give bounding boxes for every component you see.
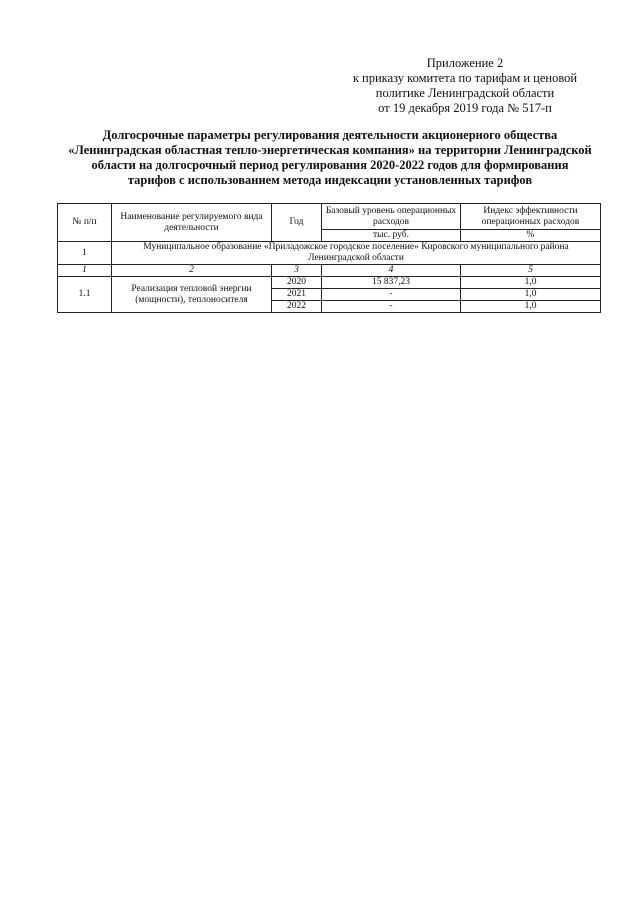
header-year: Год xyxy=(272,204,322,242)
row-base-value: 15 837,23 xyxy=(322,277,461,289)
row-year: 2021 xyxy=(272,289,322,301)
document-title xyxy=(40,128,620,188)
table-row xyxy=(58,277,601,289)
row-base-value: - xyxy=(322,289,461,301)
column-number: 4 xyxy=(322,265,461,277)
header-activity: Наименование регулируемого вида деятельности xyxy=(112,204,272,242)
column-number: 3 xyxy=(272,265,322,277)
row-index-value: 1,0 xyxy=(461,289,601,301)
municipality-num: 1 xyxy=(58,242,112,265)
column-number-row xyxy=(58,265,601,277)
column-number: 1 xyxy=(58,265,112,277)
row-year: 2020 xyxy=(272,277,322,289)
appendix-order-line: к приказу комитета по тарифам и ценовой xyxy=(352,71,578,85)
unit-base: тыс. руб. xyxy=(322,230,461,242)
table-header-row xyxy=(58,204,601,230)
title-line: Долгосрочные параметры регулирования деятельности акционерного общества xyxy=(102,128,558,142)
header-num: № п/п xyxy=(58,204,112,242)
title-line: области на долгосрочный период регулирования 2020-2022 годов для формирования xyxy=(91,158,569,172)
appendix-order-line: политике Ленинградской области xyxy=(375,86,555,100)
header-efficiency-index: Индекс эффективности операционных расходов xyxy=(461,204,601,230)
row-num: 1.1 xyxy=(58,277,112,313)
municipality-name: Муниципальное образование «Приладожское городское поселение» Кировского муниципального района Ленинградской области xyxy=(112,242,601,265)
unit-index: % xyxy=(461,230,601,242)
header-base-expenses: Базовый уровень операционных расходов xyxy=(322,204,461,230)
row-index-value: 1,0 xyxy=(461,277,601,289)
title-line: тарифов с использованием метода индексации установленных тарифов xyxy=(127,173,533,187)
title-line: «Ленинградская областная тепло-энергетическая компания» на территории Ленинградской xyxy=(68,143,592,157)
municipality-row xyxy=(58,242,601,265)
row-year: 2022 xyxy=(272,301,322,313)
column-number: 5 xyxy=(461,265,601,277)
parameters-table xyxy=(57,203,601,313)
appendix-header xyxy=(330,56,600,116)
appendix-order-date: от 19 декабря 2019 года № 517-п xyxy=(378,101,552,115)
column-number: 2 xyxy=(112,265,272,277)
row-base-value: - xyxy=(322,301,461,313)
appendix-number: Приложение 2 xyxy=(426,56,504,70)
row-index-value: 1,0 xyxy=(461,301,601,313)
row-activity: Реализация тепловой энергии (мощности), теплоносителя xyxy=(112,277,272,313)
